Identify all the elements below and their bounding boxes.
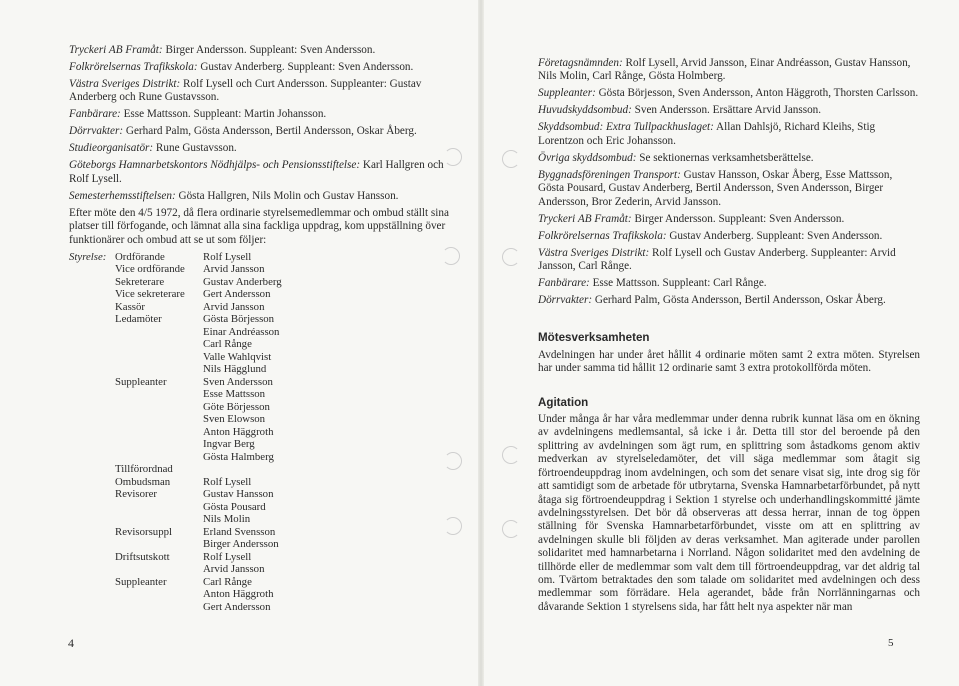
board-name: Birger Andersson — [203, 538, 279, 551]
board-name: Ingvar Berg — [203, 438, 255, 451]
entry-label: Företagsnämnden: — [538, 57, 623, 69]
board-label — [69, 588, 115, 601]
board-row — [69, 276, 451, 289]
entry — [538, 277, 920, 290]
board-row — [69, 576, 451, 589]
board-name — [203, 463, 451, 476]
entry-text: Gösta Börjesson, Sven Andersson, Anton Häggroth, Thorsten Carlsson. — [595, 87, 919, 100]
left-column — [69, 44, 451, 613]
entry-text: Se sektionernas verksamhetsberättelse. — [636, 151, 814, 164]
board-name: Erland Svensson — [203, 525, 276, 538]
entry — [69, 159, 451, 186]
board-label — [69, 413, 115, 426]
board-role: Kassör — [115, 300, 145, 313]
board-name: Gustav Anderberg — [203, 275, 282, 288]
board-role — [115, 601, 203, 614]
board-row — [69, 251, 451, 264]
entry — [69, 108, 451, 121]
punch-hole — [444, 452, 462, 470]
board-name: Rolf Lysell — [203, 550, 252, 563]
board-role: Suppleanter — [115, 375, 167, 388]
board-row — [69, 313, 451, 326]
entry-text: Esse Mattsson. Suppleant: Martin Johansson. — [120, 108, 327, 121]
board-label — [69, 476, 115, 489]
right-page — [484, 0, 959, 686]
entry-text: Gerhard Palm, Gösta Andersson, Bertil Andersson, Oskar Åberg. — [592, 294, 886, 307]
board-role — [115, 413, 203, 426]
entry-text: Birger Andersson. Suppleant: Sven Andersson. — [631, 212, 845, 225]
board-row — [69, 476, 451, 489]
board-name: Nils Molin — [203, 513, 251, 526]
board-row — [69, 413, 451, 426]
board-label — [69, 576, 115, 589]
board-label — [69, 276, 115, 289]
entry-text: Rune Gustavsson. — [153, 142, 237, 155]
board-name: Einar Andréasson — [203, 325, 280, 338]
entry — [538, 57, 920, 84]
punch-hole — [502, 446, 520, 464]
board-label — [69, 438, 115, 451]
board-name: Valle Wahlqvist — [203, 350, 272, 363]
board-name: Sven Andersson — [203, 375, 273, 388]
board-label — [69, 563, 115, 576]
entry-text: Rolf Lysell och Gustav Anderberg. Suppleanter: Arvid Jansson, Carl Rånge. — [538, 246, 896, 273]
board-label — [69, 601, 115, 614]
entry-label: Göteborgs Hamnarbetskontors Nödhjälps- och Pensionsstiftelse: — [69, 159, 361, 172]
entry-label: Dörrvakter: — [69, 125, 124, 138]
entry-label: Folkrörelsernas Trafikskola: — [69, 61, 198, 73]
board-label — [69, 326, 115, 339]
entry-label: Semesterhemsstiftelsen: — [69, 189, 176, 202]
board-row — [69, 488, 451, 501]
board-label — [69, 501, 115, 514]
board-name: Gustav Hansson — [203, 488, 274, 501]
board-role: Sekreterare — [115, 275, 165, 288]
board-row — [69, 326, 451, 339]
board-name: Nils Hägglund — [203, 363, 267, 376]
board-label — [69, 313, 115, 326]
board-role: Ombudsman — [115, 475, 171, 488]
board-row — [69, 351, 451, 364]
entry-text: Rolf Lysell, Arvid Jansson, Einar Andréasson, Gustav Hansson, Nils Molin, Carl Rånge, Gösta Holmberg. — [538, 57, 911, 83]
board-role — [115, 363, 203, 376]
board-label — [69, 551, 115, 564]
board-row — [69, 338, 451, 351]
board-label — [69, 263, 115, 276]
entry-label: Övriga skyddsombud: — [538, 151, 637, 164]
entry-label: Skyddsombud: Extra Tullpackhuslaget: — [538, 121, 714, 134]
board-row — [69, 526, 451, 539]
section-heading-agitation: Agitation — [538, 395, 589, 409]
entry-text: Gerhard Palm, Gösta Andersson, Bertil Andersson, Oskar Åberg. — [123, 125, 417, 138]
entry-label: Suppleanter: — [538, 87, 596, 100]
board-role — [115, 438, 203, 451]
board-name: Gert Andersson — [203, 600, 271, 613]
board-label — [69, 301, 115, 314]
board-name: Gösta Pousard — [203, 500, 266, 513]
board-row — [69, 288, 451, 301]
punch-hole — [444, 517, 462, 535]
entry — [538, 152, 920, 165]
right-entries — [538, 57, 920, 307]
board-role: Ordförande — [115, 250, 165, 263]
entry — [69, 125, 451, 138]
entry-text: Esse Mattsson. Suppleant: Carl Rånge. — [589, 277, 767, 290]
entry — [69, 190, 451, 203]
section-heading-meetings: Mötesverksamheten — [538, 331, 650, 345]
board-name: Carl Rånge — [203, 338, 252, 351]
board-row — [69, 513, 451, 526]
page-number-left: 4 — [68, 636, 74, 650]
board-label — [69, 376, 115, 389]
entry — [538, 247, 920, 274]
right-column — [538, 57, 920, 614]
board-name: Esse Mattsson — [203, 388, 266, 401]
board-row — [69, 463, 451, 476]
board-role: Vice sekreterare — [115, 288, 185, 301]
board-role — [115, 351, 203, 364]
left-page — [0, 0, 478, 686]
board-name: Carl Rånge — [203, 575, 252, 588]
punch-hole — [502, 150, 520, 168]
entry-text: Birger Andersson. Suppleant: Sven Andersson. — [162, 44, 376, 56]
board-role — [115, 401, 203, 414]
punch-hole — [502, 248, 520, 266]
section-text-meetings: Avdelningen har under året hållit 4 ordinarie möten samt 2 extra möten. Styrelsen har under samma tid hållit 12 ordinarie samt 3 extra protokollförda möten. — [538, 348, 920, 375]
board-name: Anton Häggroth — [203, 425, 274, 438]
board-row — [69, 363, 451, 376]
board-label — [69, 513, 115, 526]
entry-text: Gösta Hallgren, Nils Molin och Gustav Hansson. — [175, 189, 399, 202]
entry-text: Rolf Lysell och Curt Andersson. Suppleanter: Gustav Anderberg och Rune Gustavsson. — [69, 78, 422, 104]
board-role: Vice ordförande — [115, 263, 185, 276]
board-row — [69, 388, 451, 401]
punch-hole — [502, 520, 520, 538]
entry — [69, 44, 451, 57]
board-role: Revisorsuppl — [115, 525, 172, 538]
board-role — [115, 588, 203, 601]
meeting-text: Efter möte den 4/5 1972, då flera ordinarie styrelsemedlemmar och ombud ställt sina platser till förfogande, och lämnat alla sina fackliga uppdrag, kom uppställning över funktionärer och ombud att se ut som följer: — [69, 206, 449, 246]
entry-text: Karl Hallgren och Rolf Lysell. — [69, 159, 444, 185]
entry-label: Tryckeri AB Framåt: — [69, 44, 163, 56]
entry — [538, 230, 920, 243]
entry-label: Tryckeri AB Framåt: — [538, 212, 632, 225]
entry — [538, 294, 920, 307]
board-row — [69, 588, 451, 601]
board-role: Ledamöter — [115, 313, 162, 326]
board-label — [69, 426, 115, 439]
board-role — [115, 338, 203, 351]
board-name: Arvid Jansson — [203, 563, 265, 576]
board-role: Driftsutskott — [115, 550, 170, 563]
board-label — [69, 488, 115, 501]
board-label — [69, 388, 115, 401]
board-row — [69, 426, 451, 439]
entry — [538, 121, 920, 148]
board-name: Gösta Börjesson — [203, 313, 275, 326]
board-row — [69, 551, 451, 564]
board-name: Gert Andersson — [203, 288, 271, 301]
board-row — [69, 263, 451, 276]
punch-hole — [444, 148, 462, 166]
board-label — [69, 288, 115, 301]
board-role — [115, 538, 203, 551]
entry-text: Gustav Anderberg. Suppleant: Sven Andersson. — [197, 61, 414, 73]
entry — [69, 61, 451, 74]
entry — [69, 142, 451, 155]
board-name: Gösta Halmberg — [203, 450, 274, 463]
board-name: Sven Elowson — [203, 413, 266, 426]
board-row — [69, 401, 451, 414]
board-role — [115, 513, 203, 526]
entry-text: Gustav Anderberg. Suppleant: Sven Andersson. — [666, 229, 883, 242]
board-role — [115, 451, 203, 464]
board-role — [115, 426, 203, 439]
entry — [538, 169, 920, 209]
board-label — [69, 363, 115, 376]
entry-label: Folkrörelsernas Trafikskola: — [538, 229, 667, 242]
board-role — [115, 326, 203, 339]
page-number-right: 5 — [888, 637, 894, 649]
board-role: Tillförordnad — [115, 463, 173, 476]
entry — [538, 104, 920, 117]
board-row — [69, 301, 451, 314]
board-role — [115, 501, 203, 514]
board-name: Göte Börjesson — [203, 400, 270, 413]
board-name: Arvid Jansson — [203, 263, 265, 276]
entry-label: Byggnadsföreningen Transport: — [538, 168, 681, 181]
board-label — [69, 463, 115, 476]
entry-label: Dörrvakter: — [538, 294, 593, 307]
board-label — [69, 338, 115, 351]
entry-label: Fanbärare: — [69, 108, 121, 121]
board-role: Suppleanter — [115, 575, 167, 588]
board-label — [69, 401, 115, 414]
board-role: Revisorer — [115, 488, 157, 501]
punch-hole — [442, 247, 460, 265]
entry-text: Gustav Hansson, Oskar Åberg, Esse Mattsson, Gösta Pousard, Gustav Anderberg, Bertil Andersson, Sven Andersson, Birger Andersson, Bror Zederin, Arvid Jansson. — [538, 168, 893, 208]
left-entries — [69, 44, 451, 203]
board-row — [69, 451, 451, 464]
entry-text: Allan Dahlsjö, Richard Kleihs, Stig Lorentzon och Eric Johansson. — [538, 121, 876, 147]
board-label — [69, 351, 115, 364]
board-row — [69, 376, 451, 389]
entry-text: Sven Andersson. Ersättare Arvid Jansson. — [631, 104, 822, 117]
entry-label: Huvudskyddsombud: — [538, 104, 632, 117]
section-text-agitation: Under många år har våra medlemmar under denna rubrik kunnat läsa om en ökning av avdelningens medlemsantal, så icke i år. Detta till stor del beroende på den splittring av avdelningen som ägt rum, en splittring som åstadkoms genom aktiv medverkan av styrelseledamöter, det vill säga medlemmar som åtagit sig förtroendeuppdrag inom avdelningen, och som det senare visat sig, inte drog sig för att samtidigt som de arbetade för utbrytarna, Svenska Hamnarbetarförbundet, på nytt åtaga sig förtroendeuppdrag i Sektion 1 styrelse och underhandlingskommitté jämte avdelningsstyrelsen. Det bör då observeras att dessa herrar, innan de tog öppen ställning för Svenska Hamnarbetarförbundet, visste om att en splittring av avdelningen skulle bli följden av deras verksamhet. Man agiterade under parollen solidaritet med hamnarbetarna i Norrland. Någon solidaritet med den avdelning de tillhörde eller de medlemmar som valt dem till förtroendeuppdrag, var det aldrig tal om. Tvärtom betraktades den som talade om solidaritet med avdelningen och dess medlemmar som förrädare. Hela agerandet, både från Norrlänningarnas och dåvarande Sektion 1 styrelsens sida, har fått helt nya aspekter när man — [538, 413, 920, 613]
board-label — [69, 526, 115, 539]
board-name: Rolf Lysell — [203, 250, 252, 263]
board-row — [69, 438, 451, 451]
entry-label: Västra Sveriges Distrikt: — [69, 78, 181, 90]
board-table — [69, 251, 451, 614]
board-label — [69, 451, 115, 464]
board-role — [115, 563, 203, 576]
board-name: Anton Häggroth — [203, 588, 274, 601]
board-name: Arvid Jansson — [203, 300, 265, 313]
board-name: Rolf Lysell — [203, 475, 252, 488]
board-role — [115, 388, 203, 401]
entry-label: Västra Sveriges Distrikt: — [538, 246, 650, 259]
entry-label: Studieorganisatör: — [69, 142, 154, 155]
entry — [538, 87, 920, 100]
board-label: Styrelse: — [69, 250, 107, 263]
entry — [69, 78, 451, 105]
entry-label: Fanbärare: — [538, 277, 590, 290]
board-row — [69, 501, 451, 514]
board-row — [69, 538, 451, 551]
board-row — [69, 601, 451, 614]
board-row — [69, 563, 451, 576]
board-label — [69, 538, 115, 551]
entry — [538, 213, 920, 226]
